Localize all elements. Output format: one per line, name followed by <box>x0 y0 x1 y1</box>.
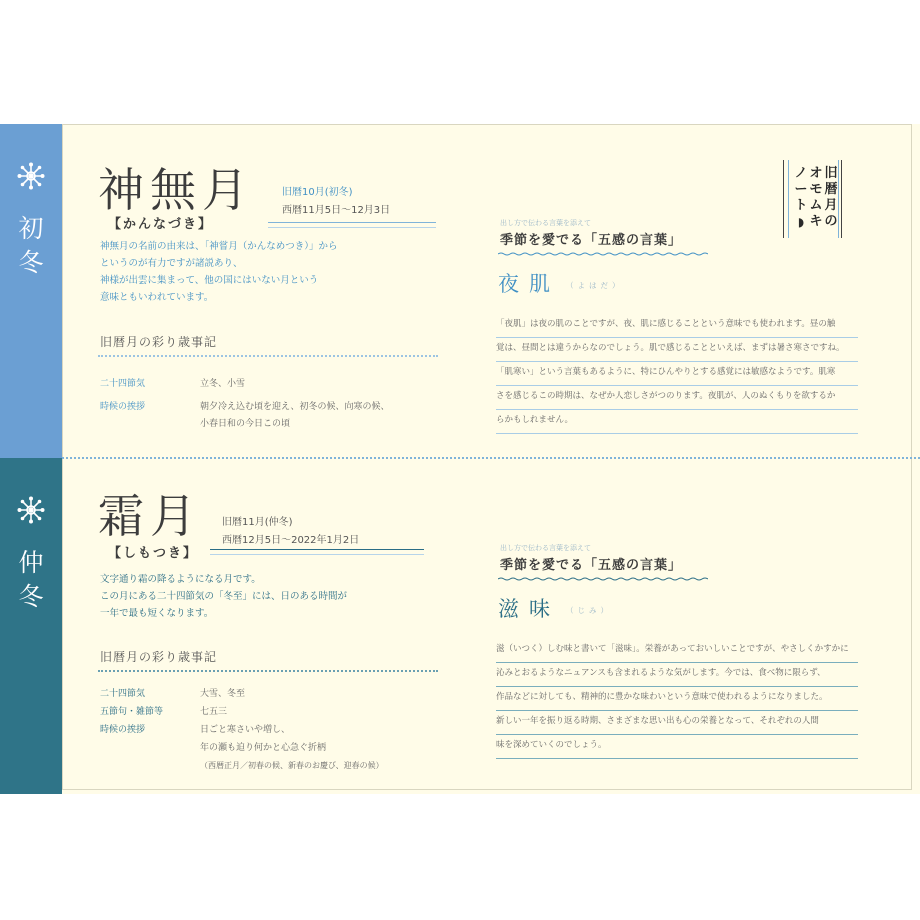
snowflake-icon <box>17 496 45 524</box>
subhead-lower: 旧暦月の彩り歳事記 <box>100 650 218 664</box>
tag-column-3: ノ ー ト ◗ <box>794 166 808 229</box>
essay-lower: 滋（いつく）しむ味と書いて「滋味」。栄養があっておいしいことですが、やさしくかすかに 沁みとおるようなニュアンスも含まれるような気がします。今では、食べ物に限らず、 作品などに対しても、精神的に豊かな味わいという意味で使われるようになりました。 新しい一年を振り返る時期、さまざまな思い出も心の栄養となって、それぞれの人間 味を深めていくのでしょう。 <box>496 640 858 760</box>
calendar-info-upper <box>282 186 390 222</box>
season-word-upper: 夜肌 <box>498 272 560 296</box>
season-word-lower: 滋味 <box>498 597 560 621</box>
season-band-lower <box>0 458 62 794</box>
season-band-upper <box>0 124 62 458</box>
season-label-upper: 初 冬 <box>18 214 44 277</box>
date-underline-upper-2 <box>268 227 436 228</box>
season-word-reading-upper: （よはだ） <box>566 281 624 290</box>
tag-column-1: 旧 暦 月 の <box>824 166 838 229</box>
section-title-underline-lower <box>498 577 708 581</box>
date-underline-upper <box>268 222 436 223</box>
crescent-moon-icon: ◗ <box>797 215 805 229</box>
section-title-underline-upper <box>498 252 708 256</box>
notebook-tag <box>783 160 841 238</box>
modern-dates-lower: 西暦12月5日〜2022年1月2日 <box>222 535 360 546</box>
section-caption-upper: 出し方で伝わる言葉を添えて <box>500 219 591 227</box>
old-calendar-upper: 旧暦10月(初冬) <box>282 187 353 198</box>
modern-dates-upper: 西暦11月5日〜12月3日 <box>282 205 391 216</box>
snowflake-icon <box>17 162 45 190</box>
month-title-lower: 霜月 <box>98 489 202 543</box>
season-label-lower: 仲 冬 <box>18 548 44 611</box>
essay-upper: 「夜肌」は夜の肌のことですが、夜、肌に感じることという意味でも使われます。昼の触 覚は、昼間とは違うからなのでしょう。肌で感じることといえば、まずは暑さ寒さですね。 「肌寒い」という言葉もあるように、特にひんやりとする感覚には敏感なようです。肌寒 さを感じるこの時期は、なぜか人恋しさがつのります。夜肌が、人のぬくもりを欲するか らかもしれません。 <box>496 315 858 435</box>
old-calendar-lower: 旧暦11月(仲冬) <box>222 517 293 528</box>
calendar-info-lower <box>222 516 359 552</box>
season-word-reading-lower: （じみ） <box>566 606 612 615</box>
subhead-rule-lower <box>98 670 438 672</box>
intro-text-lower: 文字通り霜の降るようになる月です。 この月にある二十四節気の「冬至」には、日のある時間が 一年で最も短くなります。 <box>100 574 348 619</box>
intro-text-upper: 神無月の名前の由来は、「神嘗月（かんなめつき）」から というのが有力ですが諸説あり、 神様が出雲に集まって、他の国にはいない月という 意味ともいわれています。 <box>100 241 338 303</box>
subhead-upper: 旧暦月の彩り歳事記 <box>100 335 218 349</box>
date-underline-lower <box>210 549 424 550</box>
section-title-upper: 季節を愛でる「五感の言葉」 <box>500 233 683 248</box>
subhead-rule-upper <box>98 355 438 357</box>
section-divider <box>62 457 920 459</box>
month-title-upper: 神無月 <box>98 163 254 217</box>
month-reading-upper: 【かんなづき】 <box>108 217 214 232</box>
section-title-lower: 季節を愛でる「五感の言葉」 <box>500 558 683 573</box>
month-reading-lower: 【しもつき】 <box>108 546 199 561</box>
date-underline-lower-2 <box>210 554 424 555</box>
tag-column-2: オ モ ム キ <box>809 166 823 229</box>
section-caption-lower: 出し方で伝わる言葉を添えて <box>500 544 591 552</box>
